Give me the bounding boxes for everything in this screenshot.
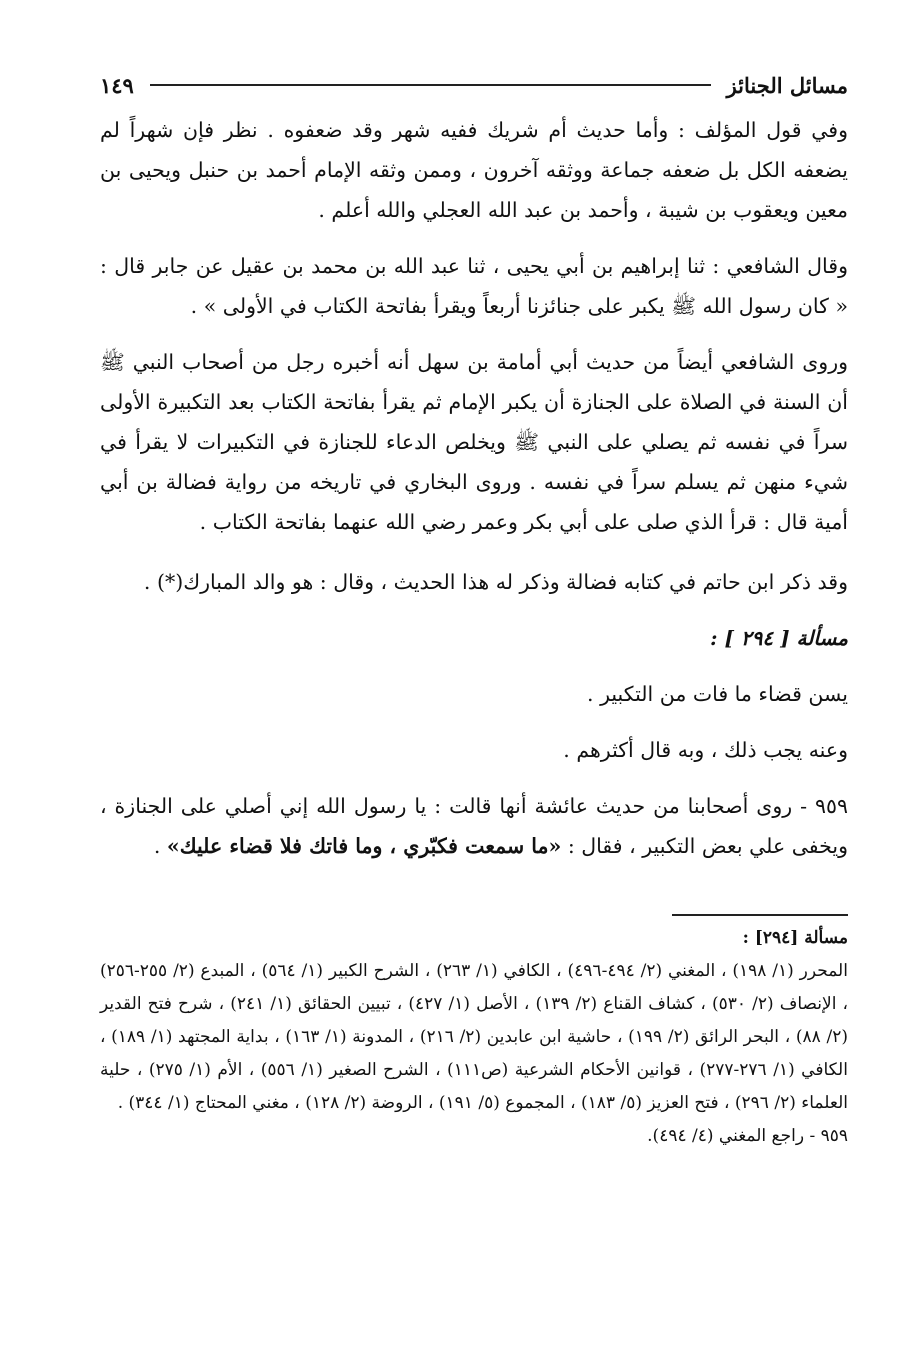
paragraph-3: وروى الشافعي أيضاً من حديث أبي أمامة بن سهل أنه أخبره رجل من أصحاب النبي ﷺ أن السنة في الصلاة على الجنازة أن يكبر الإمام ثم يقرأ بفاتحة الكتاب بعد التكبيرة الأولى سراً في نفسه ثم يصلي على النبي ﷺ ويخلص الدعاء للجنازة في التكبيرات لا يقرأ في شيء منهن ثم يسلم سراً في نفسه . وروى البخاري في تاريخه من رواية فضالة بن أبي أمية قال : قرأ الذي صلى على أبي بكر وعمر رضي الله عنهما بفاتحة الكتاب . xyxy=(100,350,848,534)
running-header xyxy=(100,60,848,110)
paragraph-7 xyxy=(100,786,848,866)
hadith-quote: «ما سمعت فكبّري ، وما فاتك فلا قضاء عليك» xyxy=(166,834,562,858)
paragraph-1: وفي قول المؤلف : وأما حديث أم شريك ففيه شهر وقد ضعفوه . نظر فإن شهراً لم يضعفه الكل بل ضعفه جماعة ووثقه آخرون ، وممن وثقه الإمام أحمد بن حنبل ويحيى بن معين ويعقوب بن شيبة ، وأحمد بن عبد الله العجلي والله أعلم . xyxy=(100,118,848,222)
footnote-label: مسألة [٢٩٤] : xyxy=(742,928,848,948)
footnote-references: المحرر (١/ ١٩٨) ، المغني (٢/ ٤٩٤-٤٩٦) ، الكافي (١/ ٢٦٣) ، الشرح الكبير (١/ ٥٦٤) ، المبدع (٢/ ٢٥٥-٢٥٦) ، الإنصاف (٢/ ٥٣٠) ، كشاف القناع (٢/ ١٣٩) ، الأصل (١/ ٤٢٧) ، تبيين الحقائق (١/ ٢٤١) ، شرح فتح القدير (٢/ ٨٨) ، البحر الرائق (٢/ ١٩٩) ، حاشية ابن عابدين (٢/ ٢١٦) ، المدونة (١/ ١٦٣) ، بداية المجتهد (١/ ١٨٩) ، الكافي (١/ ٢٧٦-٢٧٧) ، قوانين الأحكام الشرعية (ص١١١) ، الشرح الصغير (١/ ٥٥٦) ، الأم (١/ ٢٧٥) ، حلية العلماء (٢/ ٢٩٦) ، فتح العزيز (٥/ ١٨٣) ، المجموع (٥/ ١٩١) ، الروضة (٢/ ١٢٨) ، مغني المحتاج (١/ ٣٤٤) . xyxy=(100,961,849,1113)
chapter-title: مسائل الجنائز xyxy=(726,72,848,98)
footnote-959: ٩٥٩ - راجع المغني (٤/ ٤٩٤). xyxy=(647,1126,848,1146)
header-rule xyxy=(150,84,711,86)
paragraph-6: وعنه يجب ذلك ، وبه قال أكثرهم . xyxy=(563,738,848,762)
footnotes xyxy=(100,922,848,1153)
hadith-intro: ٩٥٩ - روى أصحابنا من حديث عائشة أنها قالت : يا رسول الله إني أصلي على الجنازة ، ويخفى علي بعض التكبير ، فقال : xyxy=(100,794,848,858)
book-page xyxy=(100,60,848,1153)
hadith-end: . xyxy=(153,834,161,858)
paragraph-2: وقال الشافعي : ثنا إبراهيم بن أبي يحيى ، ثنا عبد الله بن محمد بن عقيل عن جابر قال : « كان رسول الله ﷺ يكبر على جنائزنا أربعاً ويقرأ بفاتحة الكتاب في الأولى » . xyxy=(100,254,848,318)
main-text xyxy=(100,110,848,866)
page-number: ١٤٩ xyxy=(100,72,134,98)
paragraph-5: يسن قضاء ما فات من التكبير . xyxy=(587,682,848,706)
footnote-rule xyxy=(672,914,848,916)
masala-title: مسألة [ ٢٩٤ ] : xyxy=(710,626,848,650)
paragraph-4: وقد ذكر ابن حاتم في كتابه فضالة وذكر له هذا الحديث ، وقال : هو والد المبارك(*) . xyxy=(143,570,848,594)
